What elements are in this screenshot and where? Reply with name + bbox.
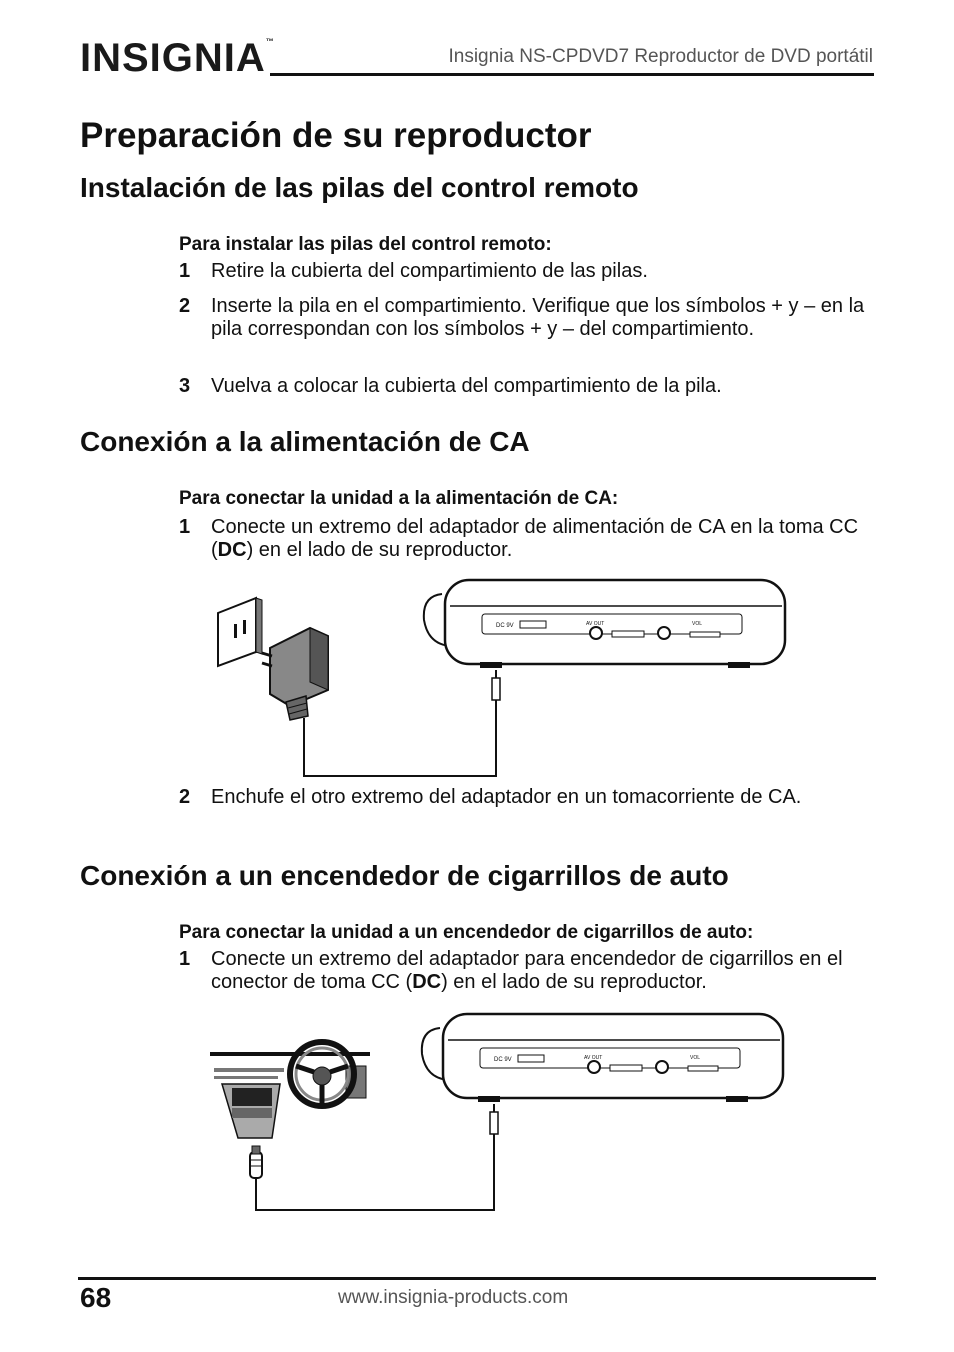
- dvd-player-icon: [422, 1014, 783, 1102]
- car-cable: [256, 1134, 494, 1210]
- page-title: Preparación de su reproductor: [80, 116, 592, 155]
- step-ac-1: [179, 516, 879, 562]
- insignia-logo: [80, 38, 274, 78]
- step-text-post: ) en el lado de su reproductor.: [441, 971, 707, 993]
- step-batteries-2: [179, 295, 879, 341]
- logo-text: INSIGNIA: [80, 36, 266, 80]
- section-heading-car-lighter: Conexión a un encendedor de cigarrillos de auto: [80, 860, 729, 891]
- dc-jack-label: DC 9V: [496, 623, 514, 629]
- step-number: 1: [179, 516, 191, 538]
- footer-rule: [78, 1277, 876, 1280]
- dc-jack-label: DC 9V: [494, 1057, 512, 1063]
- step-number: 1: [179, 948, 191, 970]
- wall-outlet-icon: [218, 598, 262, 666]
- header-title: Insignia NS-CPDVD7 Reproductor de DVD portátil: [448, 46, 873, 67]
- volume-label: VOL: [692, 621, 703, 627]
- step-batteries-3: [179, 375, 879, 398]
- dvd-player-icon: [424, 580, 785, 668]
- step-text-pre: Conecte un extremo del adaptador para encendedor de cigarrillos en el conector de toma CC (: [211, 948, 843, 993]
- lead-batteries: Para instalar las pilas del control remoto:: [179, 234, 552, 255]
- step-text-post: ) en el lado de su reproductor.: [246, 539, 513, 561]
- header-rule: [270, 73, 874, 76]
- page-number: 68: [80, 1282, 112, 1313]
- step-text: [211, 516, 871, 562]
- dc-plug-icon: [490, 1104, 498, 1134]
- step-text: Retire la cubierta del compartimiento de las pilas.: [211, 260, 648, 282]
- ac-adapter-diagram: [210, 578, 800, 784]
- step-text-pre: Conecte un extremo del adaptador de alimentación de CA en la toma CC (: [211, 516, 859, 561]
- dc-plug-icon: [492, 670, 500, 700]
- volume-label: VOL: [690, 1055, 701, 1061]
- lighter-plug-icon: [250, 1146, 262, 1178]
- car-dashboard-icon: [210, 1042, 370, 1138]
- dc-label: DC: [217, 539, 247, 561]
- av-out-label: AV OUT: [584, 1055, 603, 1061]
- section-heading-ac-power: Conexión a la alimentación de CA: [80, 426, 530, 457]
- step-number: 1: [179, 260, 191, 282]
- car-adapter-diagram: [206, 1010, 796, 1216]
- step-text: Inserte la pila en el compartimiento. Verifique que los símbolos + y – en la pila correspondan con los símbolos + y – del compartimiento.: [211, 295, 865, 340]
- dc-label: DC: [412, 971, 442, 993]
- step-text: Vuelva a colocar la cubierta del compartimiento de la pila.: [211, 375, 722, 397]
- lead-ac-power: Para conectar la unidad a la alimentación de CA:: [179, 488, 619, 509]
- av-out-label: AV OUT: [586, 621, 605, 627]
- section-heading-batteries: Instalación de las pilas del control remoto: [80, 172, 639, 203]
- step-number: 2: [179, 786, 191, 808]
- step-text: Enchufe el otro extremo del adaptador en un tomacorriente de CA.: [211, 786, 802, 808]
- logo-trademark: ™: [265, 37, 274, 46]
- footer-url: www.insignia-products.com: [338, 1287, 569, 1308]
- ac-adapter-icon: [262, 628, 328, 720]
- step-ac-2: [179, 786, 879, 809]
- step-text: [211, 948, 871, 994]
- power-cable: [304, 700, 496, 776]
- lead-car-lighter: Para conectar la unidad a un encendedor de cigarrillos de auto:: [179, 922, 754, 943]
- step-car-1: [179, 948, 879, 994]
- step-number: 3: [179, 375, 191, 397]
- step-batteries-1: [179, 260, 879, 283]
- step-number: 2: [179, 295, 191, 317]
